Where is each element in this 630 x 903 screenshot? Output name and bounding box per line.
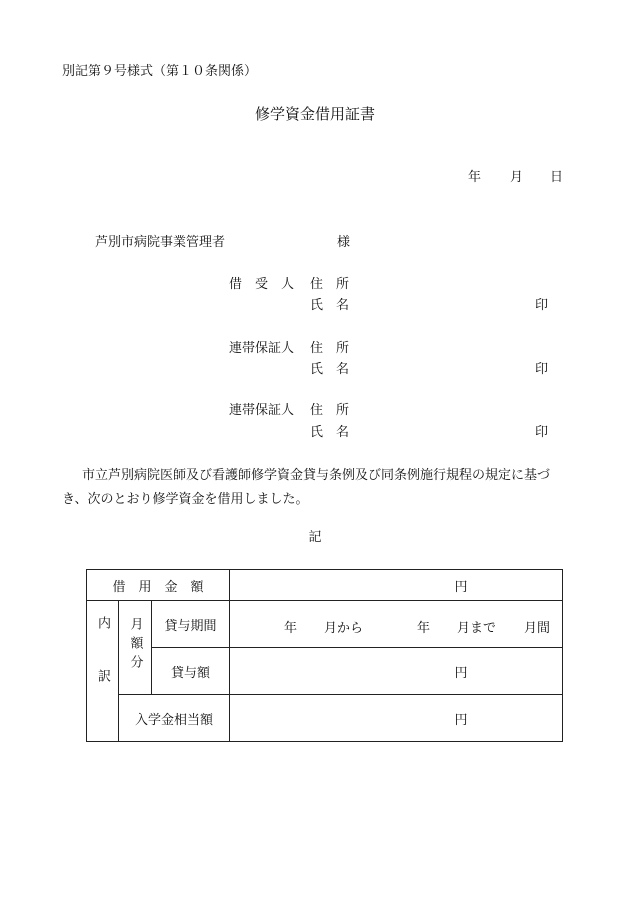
period-year-to: 年: [417, 621, 431, 636]
addressee-honorific: 様: [337, 235, 351, 250]
guarantor-1-name-label: 氏 名: [310, 362, 350, 377]
date-day-label: 日: [550, 170, 564, 185]
form-number: 別記第９号様式（第１０条関係）: [62, 64, 258, 79]
admission-fee-label: 入学金相当額: [119, 695, 230, 742]
guarantor-2-label: 連帯保証人: [229, 403, 295, 418]
monthly-label-cell: [119, 601, 152, 695]
borrower-address-label: 住 所: [310, 277, 350, 292]
monthly-label: 月額分: [127, 617, 143, 674]
loan-per-month-yen: 円: [230, 648, 563, 695]
loan-per-month-row: [87, 648, 563, 695]
admission-fee-yen: 円: [230, 695, 563, 742]
borrower-seal-mark: 印: [535, 298, 549, 313]
guarantor-1-label: 連帯保証人: [229, 341, 295, 356]
borrower-name-label: 氏 名: [310, 298, 350, 313]
loan-amount-label: 借 用 金 額: [87, 570, 230, 601]
period-year-from: 年: [284, 621, 298, 636]
period-months: 月間: [524, 621, 551, 636]
document-title: 修学資金借用証書: [254, 105, 375, 123]
guarantor-2-seal-mark: 印: [535, 425, 549, 440]
period-month-from: 月から: [324, 621, 364, 636]
borrower-label: 借 受 人: [229, 277, 295, 292]
period-month-to: 月まで: [457, 621, 497, 636]
guarantor-2-address-label: 住 所: [310, 403, 350, 418]
loan-amount-row: [87, 570, 563, 601]
guarantor-1-address-label: 住 所: [310, 341, 350, 356]
loan-detail-table: [86, 569, 563, 742]
date-year-label: 年: [468, 170, 482, 185]
guarantor-1-seal-mark: 印: [535, 362, 549, 377]
loan-period-row: [87, 601, 563, 648]
breakdown-label-cell: [87, 601, 119, 742]
period-value-cell: [230, 601, 563, 648]
body-paragraph: 市立芦別病院医師及び看護師修学資金貸与条例及び同条例施行規程の規定に基づき、次のとおり修学資金を借用しました。: [62, 468, 551, 507]
addressee-name: 芦別市病院事業管理者: [95, 235, 226, 250]
date-month-label: 月: [510, 170, 524, 185]
loan-per-month-label: 貸与額: [152, 648, 230, 695]
breakdown-label: 内訳: [95, 616, 110, 722]
period-label: 貸与期間: [152, 601, 230, 648]
admission-fee-row: [87, 695, 563, 742]
guarantor-2-name-label: 氏 名: [310, 425, 350, 440]
loan-amount-yen: 円: [230, 570, 563, 601]
ki-heading: 記: [308, 530, 322, 545]
